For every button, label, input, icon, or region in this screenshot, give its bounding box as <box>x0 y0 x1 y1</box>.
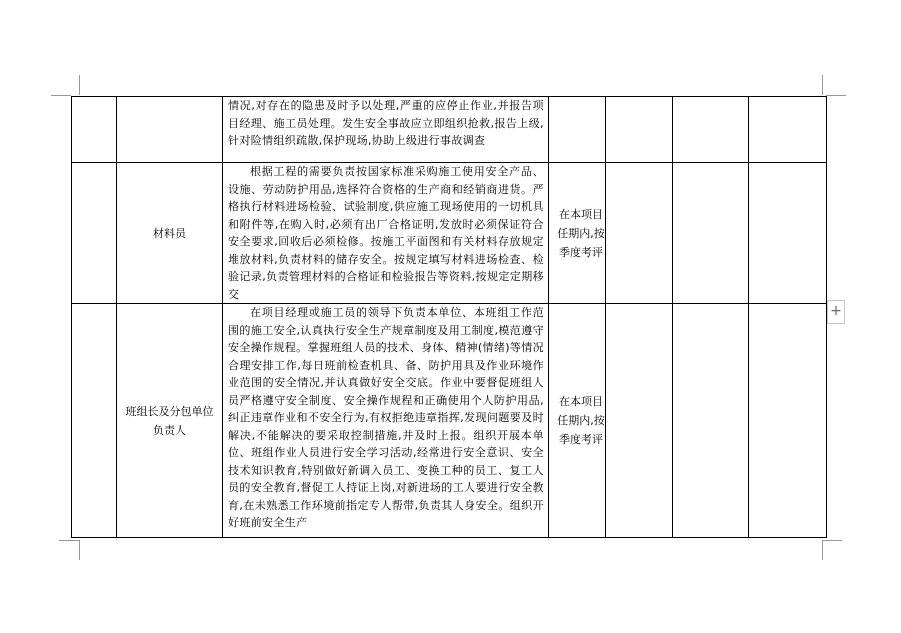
crop-mark-tr-h <box>826 95 846 96</box>
duty-cell[interactable]: 在项目经理或施工员的领导下负责本单位、本班组工作范围的施工安全,认真执行安全生产规章制度及用工制度,模范遵守安全操作规程。掌握班组人员的技术、身体、精神(情绪)等情况合理安排工作,每日班前检查机具、备、防护用具及作业环境作业范围的安全情况,并认真做好安全交底。作业中要督促班组人员严格遵守安全制度、安全操作规程和正确使用个人防护用品,纠正违章作业和不安全行为,有权拒绝违章指挥,发现问题要及时解决,不能解决的要采取控制措施,并及时上报。组织开展本单位、班组作业人员进行安全学习活动,经常进行安全意识、安全技术知识教育,特别做好新调入员工、变换工种的员工、复工人员的安全教育,督促工人持证上岗,对新进场的工人要进行安全教育,在未熟悉工作环境前指定专人帮带,负责其人身安全。组织开好班前安全生产 <box>223 304 549 538</box>
index-cell[interactable] <box>72 97 117 163</box>
role-label: 材料员 <box>153 226 186 240</box>
blank-cell[interactable] <box>673 97 749 163</box>
blank-cell[interactable] <box>606 97 673 163</box>
table-row <box>72 304 827 538</box>
role-cell[interactable] <box>117 97 223 163</box>
crop-mark-tl-h <box>51 95 71 96</box>
index-cell[interactable] <box>72 304 117 538</box>
role-label: 班组长及分包单位负责人 <box>125 404 214 437</box>
blank-cell[interactable] <box>606 163 673 304</box>
responsibility-table <box>71 96 827 538</box>
table-row <box>72 97 827 163</box>
cycle-cell[interactable] <box>549 304 606 538</box>
cycle-cell[interactable] <box>549 163 606 304</box>
blank-cell[interactable] <box>749 163 827 304</box>
duty-cell[interactable]: 根据工程的需要负责按国家标准采购施工使用安全产品、设施、劳动防护用品,选择符合资格的生产商和经销商进货。严格执行材料进场检验、试验制度,供应施工现场使用的一切机具和附件等,在购入时,必须有出厂合格证明,发放时必须保证符合安全要求,回收后必须检修。按施工平面图和有关材料存放规定堆放材料,负责材料的储存安全。按规定填写材料进场检查、检验记录,负责管理材料的合格证和检验报告等资料,按规定定期移交 <box>223 163 549 304</box>
crop-mark-bl-h <box>59 540 79 541</box>
crop-mark-br-v <box>822 540 823 560</box>
duty-cell[interactable]: 情况,对存在的隐患及时予以处理,严重的应停止作业,并报告项目经理、施工员处理。发生安全事故应立即组织抢救,报告上级,针对险情组织疏散,保护现场,协助上级进行事故调查 <box>223 97 549 163</box>
crop-mark-br-h <box>822 540 842 541</box>
cycle-cell[interactable] <box>549 97 606 163</box>
crop-mark-bl-v <box>79 540 80 560</box>
blank-cell[interactable] <box>749 97 827 163</box>
crop-mark-tl-v <box>79 75 80 95</box>
blank-cell[interactable] <box>673 163 749 304</box>
cycle-label: 在本项目任期内,按季度考评 <box>557 395 605 446</box>
crop-mark-tr-v <box>822 75 823 95</box>
cycle-label: 在本项目任期内,按季度考评 <box>557 207 605 259</box>
blank-cell[interactable] <box>749 304 827 538</box>
index-cell[interactable] <box>72 163 117 304</box>
role-cell[interactable] <box>117 163 223 304</box>
blank-cell[interactable] <box>606 304 673 538</box>
role-cell[interactable] <box>117 304 223 538</box>
add-row-button[interactable]: + <box>827 300 845 324</box>
blank-cell[interactable] <box>673 304 749 538</box>
table-row <box>72 163 827 304</box>
